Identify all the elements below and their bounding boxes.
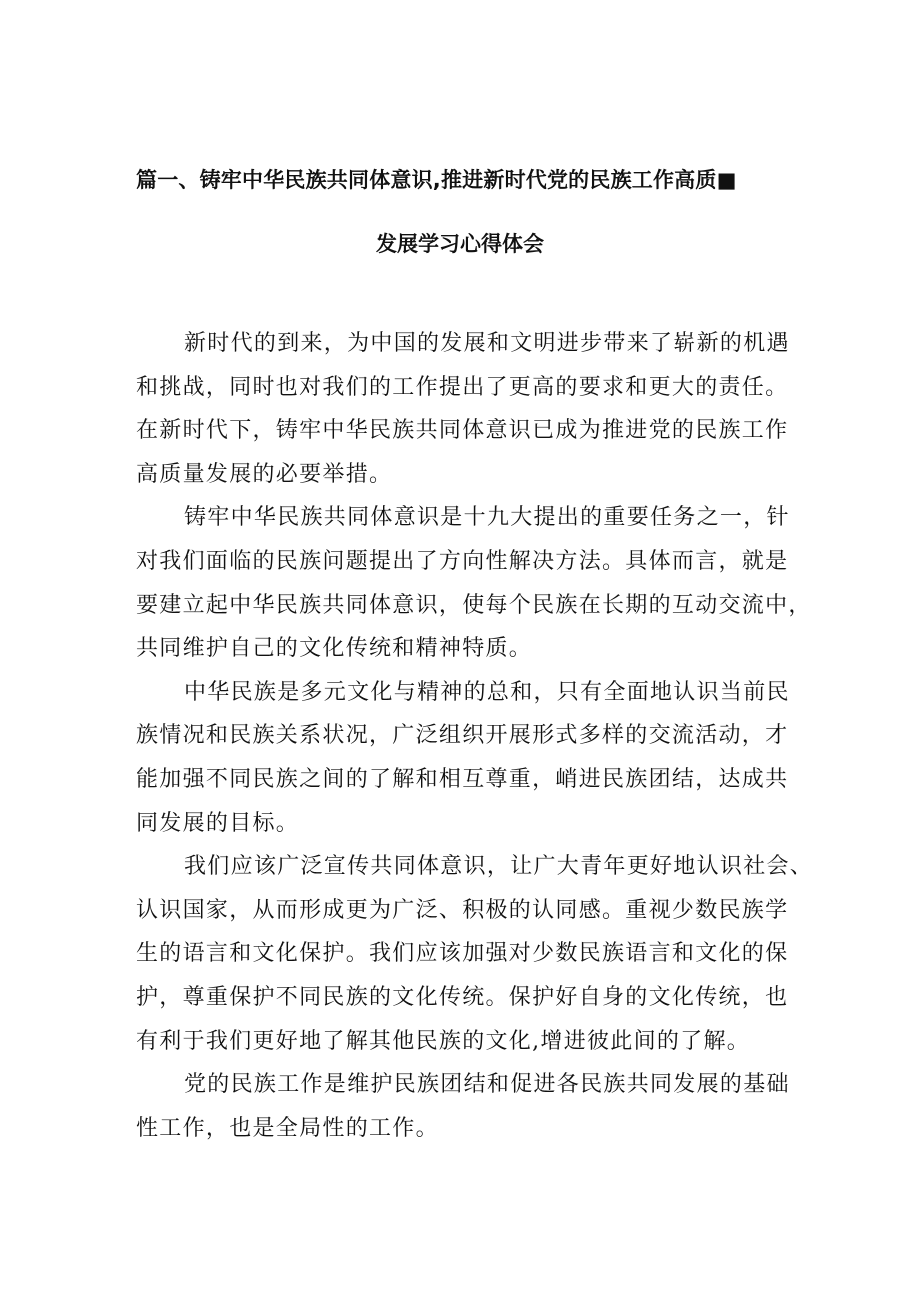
- paragraph-3: [136, 671, 796, 845]
- text-line: 护，尊重保护不同民族的文化传统。保护好自身的文化传统，也: [136, 984, 789, 1010]
- text-line: 党的民族工作是维护民族团结和促进各民族共同发展的基础: [184, 1072, 790, 1098]
- text-line: 和挑战，同时也对我们的工作提出了更高的要求和更大的责任。: [136, 374, 789, 400]
- text-line: 对我们面临的民族问题提出了方向性解决方法。具体而言，就是: [136, 548, 789, 574]
- paragraph-2: [136, 496, 812, 670]
- text-line: 有利于我们更好地了解其他民族的文化,增进彼此间的了解。: [136, 1028, 751, 1054]
- document-title-line-2: 发展学习心得体会: [376, 232, 544, 256]
- text-line: 要建立起中华民族共同体意识，使每个民族在长期的互动交流中，: [136, 592, 812, 618]
- text-line: 新时代的到来，为中国的发展和文明进步带来了崭新的机遇: [184, 331, 790, 356]
- text-line: 铸牢中华民族共同体意识是十九大提出的重要任务之一，针: [184, 505, 790, 531]
- paragraph-4: [136, 845, 814, 1063]
- document-body: [136, 322, 814, 1150]
- text-line: 同发展的目标。: [136, 810, 300, 836]
- paragraph-5: [136, 1063, 796, 1150]
- text-line: 我们应该广泛宣传共同体意识，让广大青年更好地认识社会、: [184, 854, 814, 880]
- text-line: 共同维护自己的文化传统和精神特质。: [136, 636, 533, 662]
- text-line: 在新时代下，铸牢中华民族共同体意识已成为推进党的民族工作: [136, 418, 789, 444]
- document-title-line-1: 篇一、铸牢中华民族共同体意识,推进新时代党的民族工作高质■: [136, 168, 737, 192]
- text-line: 族情况和民族关系状况，广泛组织开展形式多样的交流活动，才: [136, 723, 789, 749]
- text-line: 生的语言和文化保护。我们应该加强对少数民族语言和文化的保: [136, 941, 789, 967]
- text-line: 性工作，也是全局性的工作。: [136, 1115, 439, 1141]
- text-line: 中华民族是多元文化与精神的总和，只有全面地认识当前民: [184, 679, 790, 705]
- text-line: 能加强不同民族之间的了解和相互尊重，峭进民族团结，达成共: [136, 766, 789, 792]
- paragraph-1: [136, 322, 796, 496]
- text-line: 认识国家，从而形成更为广泛、积极的认同感。重视少数民族学: [136, 897, 789, 923]
- text-line: 高质量发展的必要举措。: [136, 461, 393, 487]
